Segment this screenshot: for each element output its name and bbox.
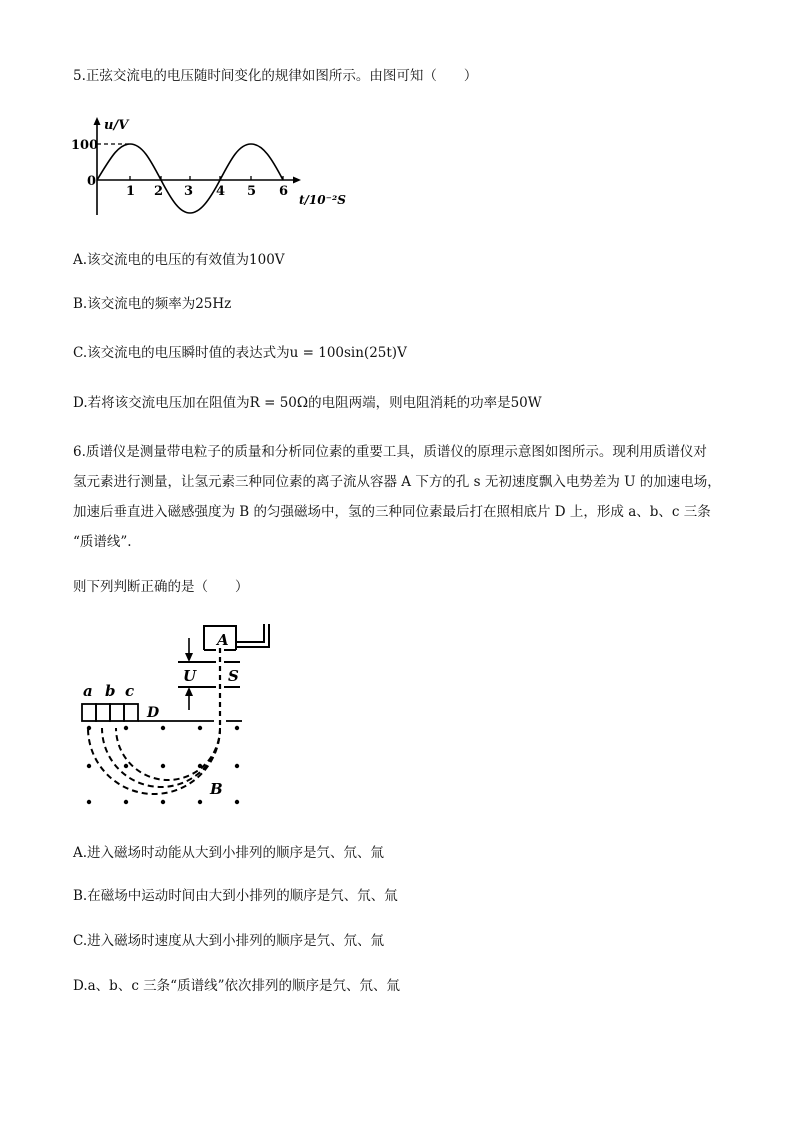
q5-x-label: t/10⁻²S [299, 193, 346, 207]
q6-plate-b [96, 704, 110, 721]
q5-stem: 5.正弦交流电的电压随时间变化的规律如图所示。由图可知（ ） [73, 68, 478, 84]
q6-stem-line-3: 加速后垂直进入磁感强度为 B 的匀强磁场中，氢的三种同位素最后打在照相底片 D 上，形成 a、b、c 三条 [73, 504, 711, 520]
q5-option-b: B.该交流电的频率为25Hz [73, 296, 232, 312]
q6-plate-c [110, 704, 124, 721]
q5-x-tick-1: 1 [126, 184, 136, 199]
q5-x-tick-2: 2 [154, 184, 164, 199]
q6-label-D: D [147, 705, 160, 721]
q5-option-d-prefix: D.若将该交流电压加在阻值为 [73, 395, 250, 411]
q6-stem-line-1: 6.质谱仪是测量带电粒子的质量和分析同位素的重要工具，质谱仪的原理示意图如图所示。现利用质谱仪对 [73, 444, 707, 460]
q6-label-c: c [125, 682, 135, 700]
q6-stem-line-4: “质谱线”. [73, 534, 132, 550]
q6-label-U: U [183, 667, 197, 685]
q5-option-d [73, 393, 542, 413]
q6-stem-line-2: 氢元素进行测量，让氢元素三种同位素的离子流从容器 A 下方的孔 s 无初速度飘入电势差为 U 的加速电场， [73, 474, 721, 490]
q5-y-axis-arrow [94, 117, 101, 125]
q6-trajectory-a [88, 728, 220, 794]
q6-option-a: A.进入磁场时动能从大到小排列的顺序是氕、氘、氚 [73, 845, 385, 861]
q6-option-c: C.进入磁场时速度从大到小排列的顺序是氕、氘、氚 [73, 933, 385, 949]
q6-trajectory-c [116, 728, 220, 780]
q6-prompt: 则下列判断正确的是（ ） [73, 579, 249, 595]
q5-option-c-prefix: C.该交流电的电压瞬时值的表达式为 [73, 345, 290, 361]
q6-label-B: B [210, 780, 223, 798]
q6-label-S: S [228, 667, 239, 685]
q6-mass-spectrometer-diagram [74, 618, 284, 818]
q5-option-d-suffix: 的电阻两端，则电阻消耗的功率是50W [308, 395, 542, 411]
q6-option-b: B.在磁场中运动时间由大到小排列的顺序是氕、氘、氚 [73, 888, 398, 904]
q5-x-tick-6: 6 [279, 184, 289, 199]
q5-x-axis-arrow [293, 177, 301, 184]
q5-x-tick-3: 3 [184, 184, 194, 199]
q6-trajectory-b [102, 728, 220, 787]
q6-plate-a [82, 704, 96, 721]
q5-option-c [73, 343, 407, 363]
q5-x-tick-5: 5 [247, 184, 257, 199]
q5-option-a: A.该交流电的电压的有效值为100V [73, 252, 285, 268]
q5-origin-label: 0 [87, 174, 97, 189]
q5-y-label: u/V [104, 118, 129, 133]
q6-inlet-tube [236, 624, 264, 642]
q5-option-c-expression: u = 100sin(25t)V [289, 345, 407, 361]
q5-voltage-time-graph [68, 113, 358, 223]
q5-option-d-expression: R = 50Ω [249, 395, 309, 411]
q6-label-b: b [105, 682, 116, 700]
q6-label-a: a [83, 682, 93, 700]
q6-option-d: D.a、b、c 三条“质谱线”依次排列的顺序是氕、氘、氚 [73, 978, 400, 994]
q6-label-A: A [217, 631, 229, 649]
q5-y-tick-100: 100 [71, 138, 99, 153]
q5-x-tick-4: 4 [216, 184, 226, 199]
